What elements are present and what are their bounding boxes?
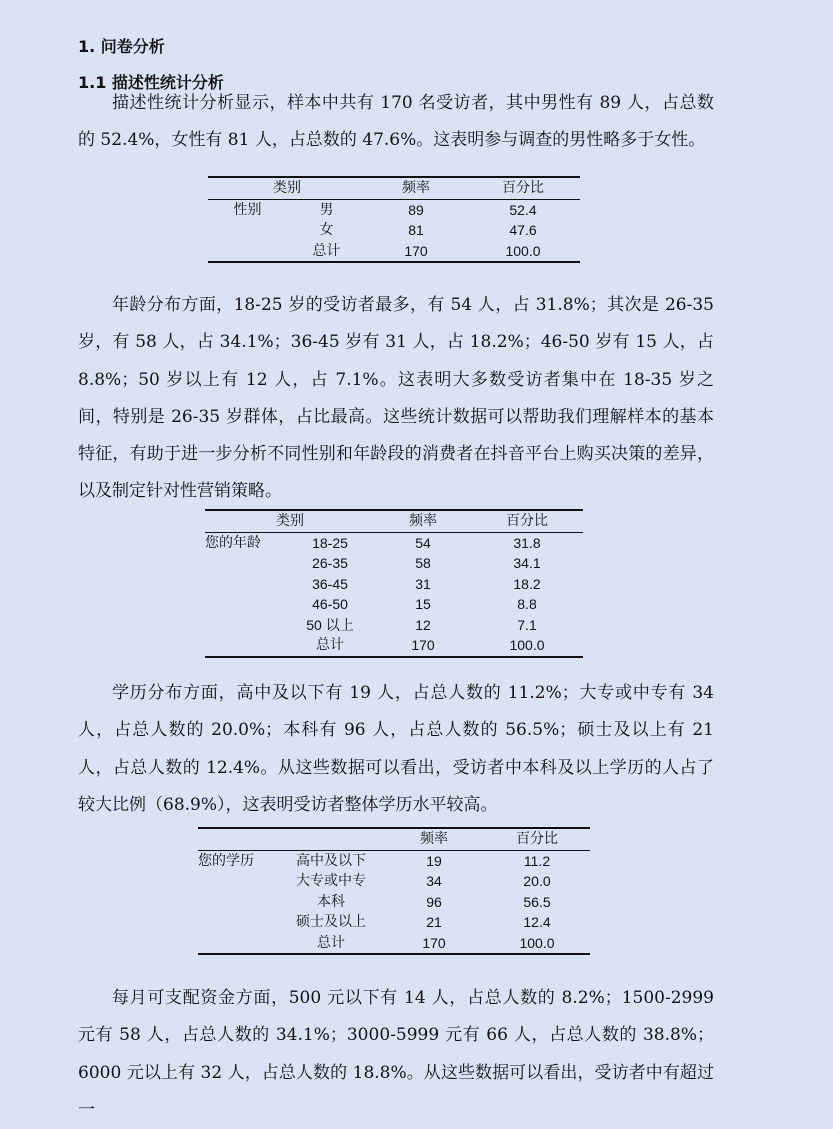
table-row bbox=[205, 635, 583, 657]
table-row bbox=[205, 553, 583, 574]
header-percent: 百分比 bbox=[516, 831, 558, 847]
row-frequency: 81 bbox=[408, 222, 424, 238]
row-percent: 52.4 bbox=[509, 201, 537, 218]
row-percent: 11.2 bbox=[523, 852, 551, 869]
header-category: 类别 bbox=[273, 180, 301, 196]
table-header-row bbox=[208, 177, 580, 199]
paragraph-education: 学历分布方面，高中及以下有 19 人，占总人数的 11.2%；大专或中专有 34 人，占总人数的 20.0%；本科有 96 人，占总人数的 56.5%；硕士及以上有 21 人，占总人数的 12.4%。从这些数据可以看出，受访者中本科及以上学历的人占了较大比例（68.9%），这表明受访者整体学历水平较高。 bbox=[78, 683, 714, 815]
row-frequency: 31 bbox=[415, 575, 431, 592]
row-frequency: 89 bbox=[408, 201, 424, 218]
row-percent: 7.1 bbox=[517, 616, 537, 633]
table-row bbox=[198, 871, 590, 892]
row-percent: 12.4 bbox=[523, 914, 551, 930]
row-percent: 18.2 bbox=[513, 575, 541, 592]
row-frequency: 12 bbox=[415, 616, 431, 633]
table-row bbox=[198, 912, 590, 933]
row-frequency: 170 bbox=[411, 637, 435, 653]
header-percent: 百分比 bbox=[506, 513, 548, 529]
row-label: 总计 bbox=[312, 242, 341, 259]
paragraph-income: 每月可支配资金方面，500 元以下有 14 人，占总人数的 8.2%；1500-2999 元有 58 人，占总人数的 34.1%；3000-5999 元有 66 人，占总人数的 38.8%；6000 元以上有 32 人，占总人数的 18.8%。从这些数据可以看出，受访者中有超过一 bbox=[78, 988, 714, 1120]
age-table bbox=[205, 509, 583, 658]
row-label: 高中及以下 bbox=[296, 852, 366, 869]
row-label: 18-25 bbox=[312, 534, 348, 551]
table-header-row bbox=[205, 510, 583, 532]
table-row bbox=[208, 220, 580, 241]
header-frequency: 频率 bbox=[402, 180, 430, 196]
subsection-heading: 1.1 描述性统计分析 bbox=[78, 73, 224, 92]
table-row bbox=[198, 850, 590, 871]
table-row bbox=[205, 615, 583, 636]
header-frequency: 频率 bbox=[409, 513, 437, 529]
row-label: 硕士及以上 bbox=[296, 914, 366, 930]
row-label: 总计 bbox=[316, 637, 344, 653]
row-percent: 47.6 bbox=[509, 222, 537, 238]
group-label: 性别 bbox=[233, 201, 262, 218]
row-percent: 34.1 bbox=[513, 555, 541, 571]
header-frequency: 频率 bbox=[420, 831, 448, 847]
row-percent: 31.8 bbox=[513, 534, 541, 551]
group-label: 您的年龄 bbox=[205, 534, 261, 551]
header-category: 类别 bbox=[276, 513, 304, 529]
table-row bbox=[198, 933, 590, 955]
row-percent: 100.0 bbox=[509, 637, 545, 653]
header-percent: 百分比 bbox=[502, 180, 544, 196]
row-frequency: 58 bbox=[415, 555, 431, 571]
row-percent: 20.0 bbox=[523, 873, 551, 889]
row-frequency: 170 bbox=[404, 242, 428, 259]
education-table bbox=[198, 827, 590, 955]
row-percent: 100.0 bbox=[505, 242, 541, 259]
row-frequency: 15 bbox=[415, 596, 431, 612]
row-label: 女 bbox=[319, 222, 334, 238]
row-frequency: 54 bbox=[415, 534, 431, 551]
row-frequency: 21 bbox=[426, 914, 442, 930]
paragraph-age: 年龄分布方面，18-25 岁的受访者最多，有 54 人，占 31.8%；其次是 26-35 岁，有 58 人，占 34.1%；36-45 岁有 31 人，占 18.2%；46-50 岁有 15 人，占 8.8%；50 岁以上有 12 人，占 7.1%。这表明大多数受访者集中在 18-35 岁之间，特别是 26-35 岁群体，占比最高。这些统计数据可以帮助我们理解样本的基本特征，有助于进一步分析不同性别和年龄段的消费者在抖音平台上购买决策的差异，以及制定针对性营销策略。 bbox=[78, 295, 714, 502]
gender-table bbox=[208, 176, 580, 263]
section-heading: 1. 问卷分析 bbox=[78, 37, 165, 56]
table-row bbox=[208, 241, 580, 263]
row-label: 50 以上 bbox=[306, 616, 354, 633]
row-frequency: 96 bbox=[426, 893, 442, 910]
row-label: 大专或中专 bbox=[296, 873, 366, 889]
row-frequency: 19 bbox=[426, 852, 442, 869]
paragraph-gender: 描述性统计分析显示，样本中共有 170 名受访者，其中男性有 89 人，占总数的 52.4%，女性有 81 人，占总数的 47.6%。这表明参与调查的男性略多于女性。 bbox=[78, 93, 714, 151]
row-label: 26-35 bbox=[312, 555, 348, 571]
table-row bbox=[205, 594, 583, 615]
table-row bbox=[205, 574, 583, 595]
row-percent: 100.0 bbox=[519, 934, 555, 951]
group-label: 您的学历 bbox=[198, 852, 254, 869]
row-label: 本科 bbox=[317, 893, 345, 910]
row-label: 男 bbox=[319, 201, 334, 218]
table-header-row bbox=[198, 828, 590, 850]
table-row bbox=[208, 199, 580, 220]
row-percent: 56.5 bbox=[523, 893, 551, 910]
table-row bbox=[205, 532, 583, 553]
row-frequency: 170 bbox=[422, 934, 446, 951]
row-percent: 8.8 bbox=[517, 596, 537, 612]
row-label: 36-45 bbox=[312, 575, 348, 592]
row-label: 46-50 bbox=[312, 596, 348, 612]
row-frequency: 34 bbox=[426, 873, 442, 889]
row-label: 总计 bbox=[317, 934, 345, 951]
table-row bbox=[198, 892, 590, 913]
